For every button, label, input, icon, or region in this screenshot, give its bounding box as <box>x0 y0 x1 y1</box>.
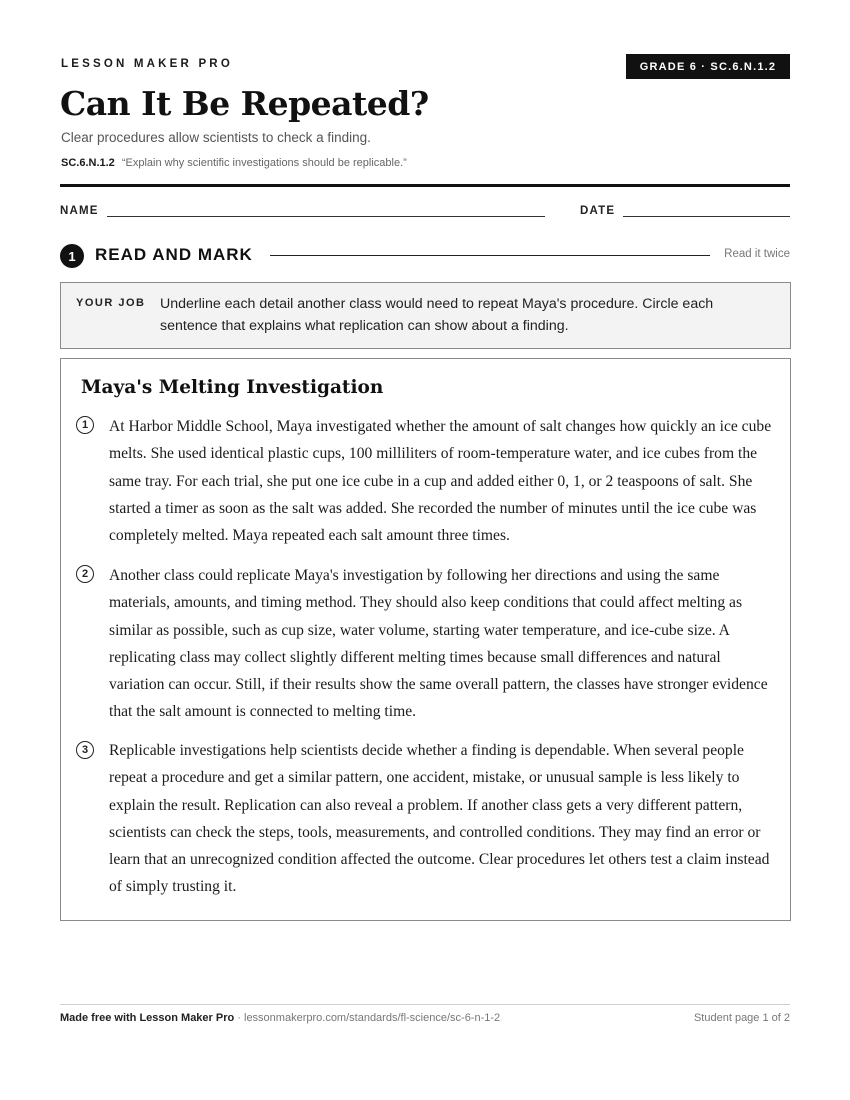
section-number-badge: 1 <box>60 244 84 268</box>
standard-line <box>61 157 407 169</box>
footer-credit <box>60 1012 500 1024</box>
reading-passage <box>60 358 791 921</box>
standard-code: SC.6.N.1.2 <box>61 157 115 169</box>
your-job-label: YOUR JOB <box>76 297 146 309</box>
paragraph-number-3: 3 <box>76 741 94 759</box>
name-field[interactable] <box>107 216 545 217</box>
page-subtitle: Clear procedures allow scientists to check a finding. <box>61 130 371 145</box>
header-divider <box>60 184 790 187</box>
page-title: Can It Be Repeated? <box>60 84 429 123</box>
your-job-instructions: Underline each detail another class would need to repeat Maya's procedure. Circle each sentence that explains what replication can show about a finding. <box>160 296 714 334</box>
footer-divider <box>60 1004 790 1005</box>
footer-made-with: Made free with Lesson Maker Pro <box>60 1012 235 1024</box>
paragraph-number-2: 2 <box>76 565 94 583</box>
standard-quote: “Explain why scientific investigations should be replicable.” <box>121 157 407 169</box>
section-divider <box>270 255 710 256</box>
passage-paragraph-1: At Harbor Middle School, Maya investigated whether the amount of salt changes how quickly an ice cube melts. She used identical plastic cups, 100 milliliters of room-temperature water, and ice cubes from the same tray. For each trial, she put one ice cube in a cup and added either 0, 1, or 2 teaspoons of salt. She started a timer as soon as the salt was added. She recorded the number of minutes until the ice cube was completely melted. Maya repeated each salt amount three times. <box>109 418 772 545</box>
passage-title: Maya's Melting Investigation <box>81 377 384 398</box>
footer-page-number: Student page 1 of 2 <box>693 1012 790 1024</box>
passage-paragraph-3: Replicable investigations help scientists decide whether a finding is dependable. When several people repeat a procedure and get a similar pattern, one accident, mistake, or unusual sample is less likely to explain the result. Replication can also reveal a problem. If another class gets a very different pattern, scientists can check the steps, tools, measurements, and controlled conditions. They may find an error or learn that an unrecognized condition affected the outcome. Clear procedures let others test a claim instead of simply trusting it. <box>109 742 770 896</box>
brand-name: LESSON MAKER PRO <box>61 58 233 70</box>
date-field[interactable] <box>623 216 790 217</box>
passage-paragraph-2: Another class could replicate Maya's investigation by following her directions and using the same materials, amounts, and timing method. They should also keep conditions that could affect melting as similar as possible, such as cup size, water volume, starting water temperature, and ice-cube size. A replicating class may collect slightly different melting times because small differences and natural variation can occur. Still, if their results show the same overall pattern, the classes have stronger evidence that the salt amount is connected to melting time. <box>109 567 768 721</box>
date-label: DATE <box>580 205 616 217</box>
footer-url[interactable]: · lessonmakerpro.com/standards/fl-science/sc-6-n-1-2 <box>237 1012 501 1024</box>
grade-standard-badge: GRADE 6 · SC.6.N.1.2 <box>626 54 790 79</box>
your-job-box <box>60 282 791 349</box>
paragraph-number-1: 1 <box>76 416 94 434</box>
section-title: READ AND MARK <box>95 245 253 264</box>
name-label: NAME <box>60 205 99 217</box>
section-hint: Read it twice <box>724 248 790 260</box>
